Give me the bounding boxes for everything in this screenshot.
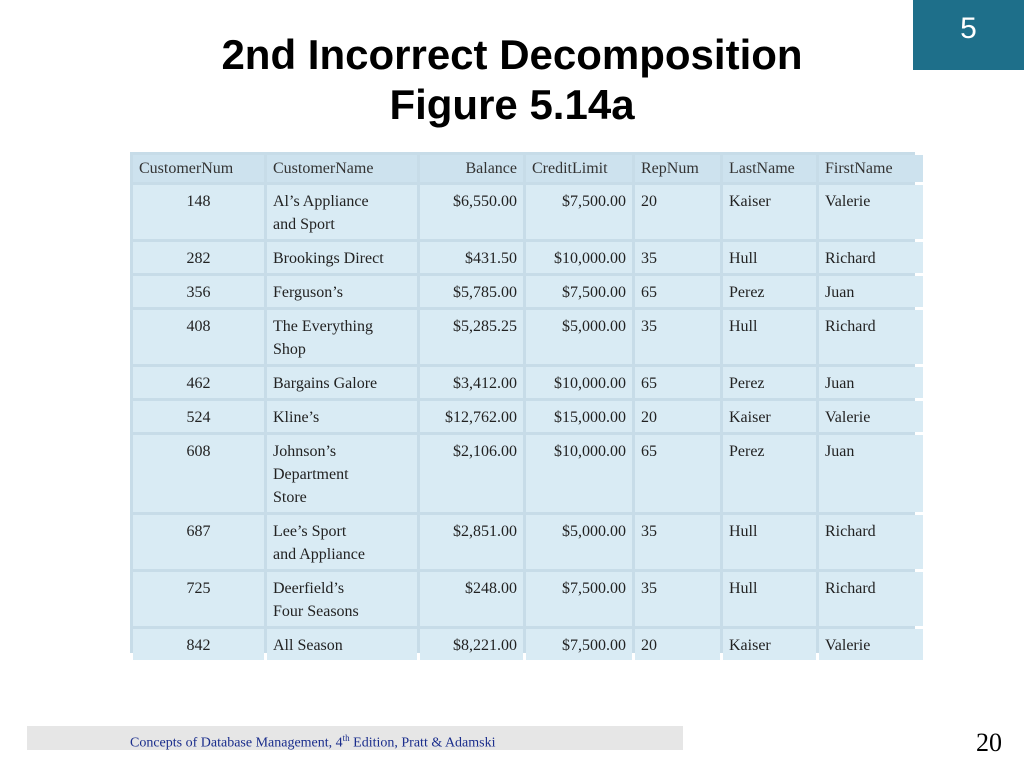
customer-table-figure bbox=[130, 152, 915, 653]
table-cell: 65 bbox=[635, 435, 720, 512]
table-row bbox=[133, 242, 923, 273]
table-cell: 20 bbox=[635, 401, 720, 432]
table-cell: $3,412.00 bbox=[420, 367, 523, 398]
footer-prefix: Concepts of Database Management, 4 bbox=[130, 735, 343, 751]
table-cell: Kline’s bbox=[267, 401, 417, 432]
table-cell: 608 bbox=[133, 435, 264, 512]
column-header: CreditLimit bbox=[526, 155, 632, 182]
table-cell: Bargains Galore bbox=[267, 367, 417, 398]
table-cell: 725 bbox=[133, 572, 264, 626]
table-cell: Hull bbox=[723, 515, 816, 569]
table-cell: Richard bbox=[819, 572, 923, 626]
column-header: CustomerName bbox=[267, 155, 417, 182]
table-cell: 65 bbox=[635, 276, 720, 307]
page-number: 20 bbox=[976, 728, 1002, 757]
table-cell: Hull bbox=[723, 572, 816, 626]
table-row bbox=[133, 185, 923, 239]
table-cell: $10,000.00 bbox=[526, 242, 632, 273]
table-cell: $10,000.00 bbox=[526, 367, 632, 398]
table-row bbox=[133, 310, 923, 364]
footer-suffix: Edition, Pratt & Adamski bbox=[349, 735, 496, 751]
table-cell: Kaiser bbox=[723, 629, 816, 660]
table-cell: Richard bbox=[819, 515, 923, 569]
table-cell: $7,500.00 bbox=[526, 629, 632, 660]
table-cell: $5,285.25 bbox=[420, 310, 523, 364]
table-cell: Hull bbox=[723, 310, 816, 364]
table-cell: Brookings Direct bbox=[267, 242, 417, 273]
table-cell: 35 bbox=[635, 242, 720, 273]
table-cell: 65 bbox=[635, 367, 720, 398]
table-cell: 35 bbox=[635, 572, 720, 626]
table-cell: $2,851.00 bbox=[420, 515, 523, 569]
table-cell: 20 bbox=[635, 185, 720, 239]
table-cell: Lee’s Sport and Appliance bbox=[267, 515, 417, 569]
table-cell: 842 bbox=[133, 629, 264, 660]
table-cell: Valerie bbox=[819, 185, 923, 239]
table-row bbox=[133, 401, 923, 432]
table-cell: Kaiser bbox=[723, 401, 816, 432]
table-cell: The Everything Shop bbox=[267, 310, 417, 364]
table-cell: Kaiser bbox=[723, 185, 816, 239]
table-cell: Hull bbox=[723, 242, 816, 273]
table-cell: Juan bbox=[819, 367, 923, 398]
table-cell: $7,500.00 bbox=[526, 276, 632, 307]
table-cell: $5,000.00 bbox=[526, 515, 632, 569]
table-cell: $5,785.00 bbox=[420, 276, 523, 307]
table-cell: Perez bbox=[723, 367, 816, 398]
table-cell: 35 bbox=[635, 310, 720, 364]
table-cell: 282 bbox=[133, 242, 264, 273]
table-cell: Johnson’s Department Store bbox=[267, 435, 417, 512]
customer-table bbox=[130, 152, 926, 663]
table-cell: Ferguson’s bbox=[267, 276, 417, 307]
table-cell: 356 bbox=[133, 276, 264, 307]
column-header: RepNum bbox=[635, 155, 720, 182]
column-header: LastName bbox=[723, 155, 816, 182]
column-header: Balance bbox=[420, 155, 523, 182]
title-line-1: 2nd Incorrect Decomposition bbox=[221, 31, 803, 78]
table-row bbox=[133, 435, 923, 512]
table-cell: Valerie bbox=[819, 629, 923, 660]
table-cell: Richard bbox=[819, 242, 923, 273]
table-cell: $8,221.00 bbox=[420, 629, 523, 660]
title-line-2: Figure 5.14a bbox=[389, 81, 635, 128]
table-cell: 687 bbox=[133, 515, 264, 569]
table-cell: Al’s Appliance and Sport bbox=[267, 185, 417, 239]
table-header-row bbox=[133, 155, 923, 182]
table-cell: All Season bbox=[267, 629, 417, 660]
table-row bbox=[133, 367, 923, 398]
table-row bbox=[133, 515, 923, 569]
table-cell: $15,000.00 bbox=[526, 401, 632, 432]
table-cell: 408 bbox=[133, 310, 264, 364]
table-cell: $248.00 bbox=[420, 572, 523, 626]
table-cell: Richard bbox=[819, 310, 923, 364]
table-cell: Perez bbox=[723, 276, 816, 307]
table-cell: Juan bbox=[819, 435, 923, 512]
table-cell: $2,106.00 bbox=[420, 435, 523, 512]
table-row bbox=[133, 572, 923, 626]
table-cell: $7,500.00 bbox=[526, 572, 632, 626]
table-cell: $12,762.00 bbox=[420, 401, 523, 432]
table-cell: 524 bbox=[133, 401, 264, 432]
table-cell: 462 bbox=[133, 367, 264, 398]
table-cell: 35 bbox=[635, 515, 720, 569]
table-cell: 20 bbox=[635, 629, 720, 660]
table-cell: $431.50 bbox=[420, 242, 523, 273]
footer-sup: th bbox=[342, 733, 350, 743]
slide-title bbox=[0, 30, 1024, 130]
table-body bbox=[133, 185, 923, 660]
table-cell: Juan bbox=[819, 276, 923, 307]
table-cell: $5,000.00 bbox=[526, 310, 632, 364]
table-row bbox=[133, 629, 923, 660]
column-header: FirstName bbox=[819, 155, 923, 182]
footer-citation bbox=[130, 733, 496, 752]
table-cell: $6,550.00 bbox=[420, 185, 523, 239]
table-cell: Deerfield’s Four Seasons bbox=[267, 572, 417, 626]
column-header: CustomerNum bbox=[133, 155, 264, 182]
table-cell: $10,000.00 bbox=[526, 435, 632, 512]
table-row bbox=[133, 276, 923, 307]
chapter-badge: 5 bbox=[913, 0, 1024, 70]
table-cell: $7,500.00 bbox=[526, 185, 632, 239]
table-cell: Perez bbox=[723, 435, 816, 512]
table-cell: Valerie bbox=[819, 401, 923, 432]
table-cell: 148 bbox=[133, 185, 264, 239]
